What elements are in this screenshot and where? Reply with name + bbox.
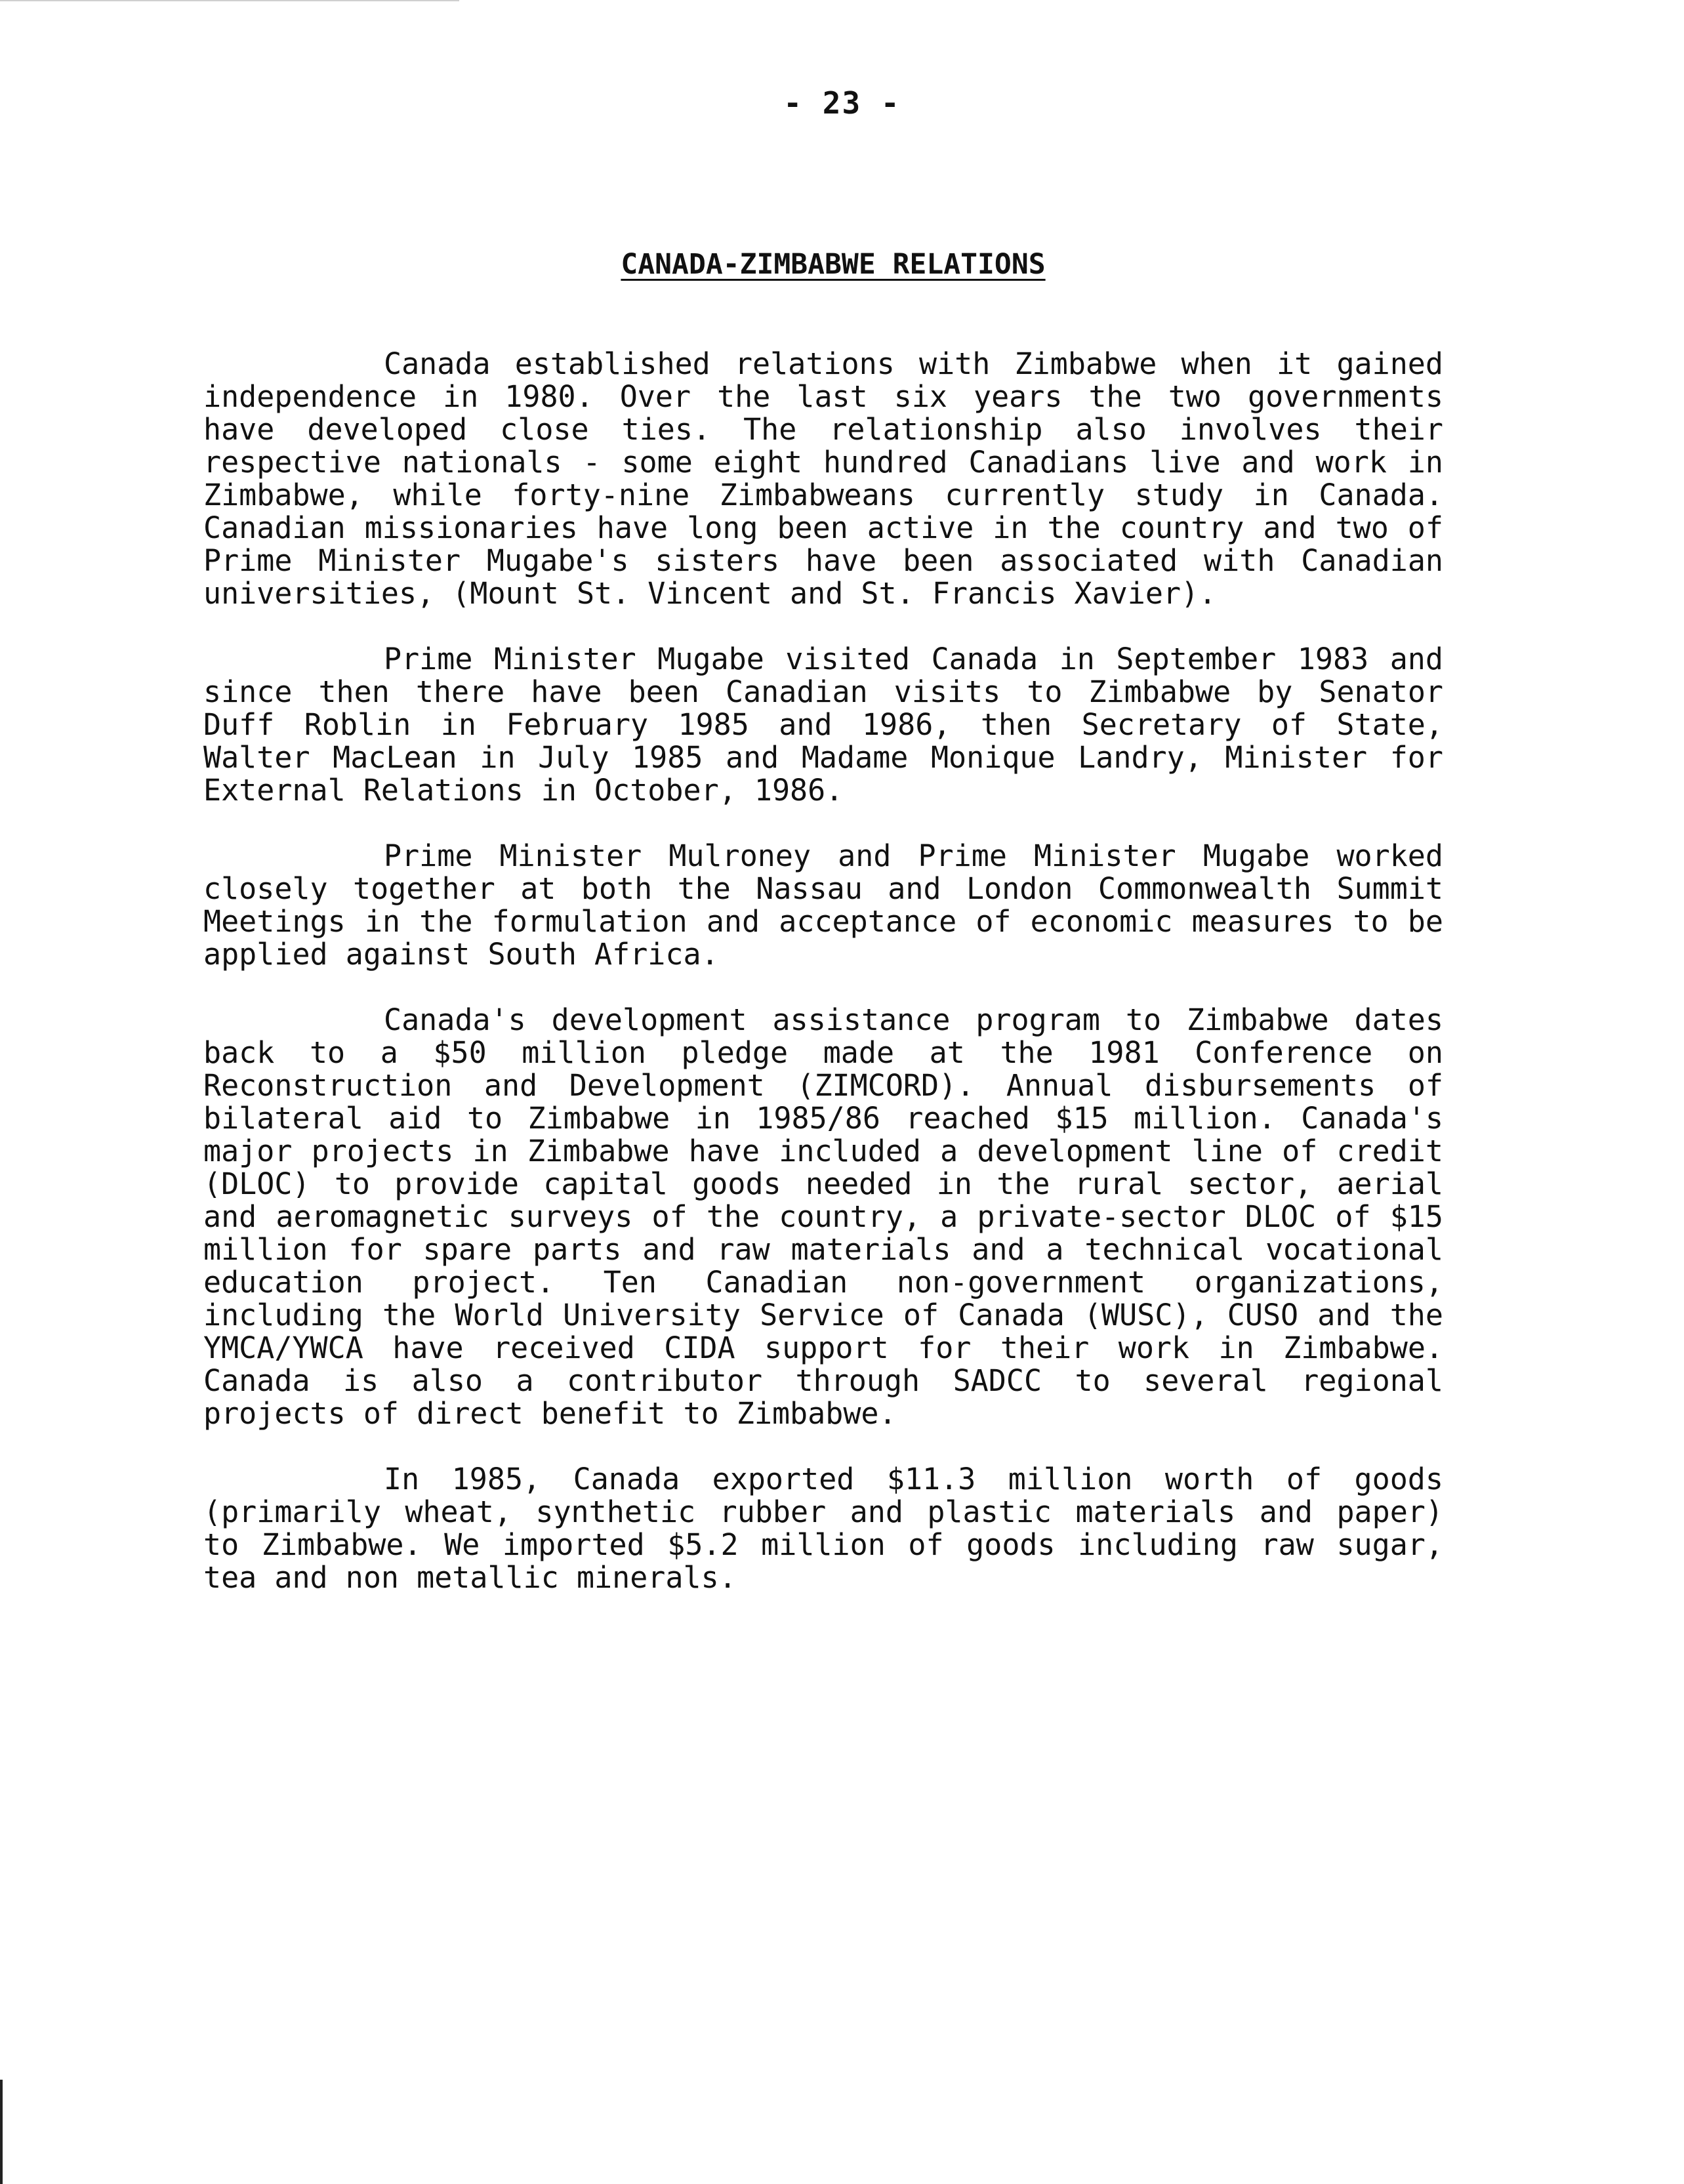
paragraph-commonwealth-cooperation: Prime Minister Mulroney and Prime Minister Mugabe worked closely together at both the Nassau and London Commonwealth Summit Meetings in the formulation and acceptance of economic measures to be applied against South Africa.: [203, 838, 1443, 972]
paragraph-relations-overview: Canada established relations with Zimbabwe when it gained independence in 1980. Over the last six years the two governments have developed close ties. The relationship also involves their respective nationals - some eight hundred Canadians live and work in Zimbabwe, while forty-nine Zimbabweans currently study in Canada. Canadian missionaries have long been active in the country and two of Prime Minister Mugabe's sisters have been associated with Canadian universities, (Mount St. Vincent and St. Francis Xavier).: [203, 346, 1443, 611]
scan-artifact-left-edge: [0, 2080, 3, 2184]
paragraph-development-assistance: Canada's development assistance program to Zimbabwe dates back to a $50 million pledge made at the 1981 Conference on Reconstruction and Development (ZIMCORD). Annual disbursements of bilateral aid to Zimbabwe in 1985/86 reached $15 million. Canada's major projects in Zimbabwe have included a development line of credit (DLOC) to provide capital goods needed in the rural sector, aerial and aeromagnetic surveys of the country, a private-sector DLOC of $15 million for spare parts and raw materials and a technical vocational education project. Ten Canadian non-government organizations, including the World University Service of Canada (WUSC), CUSO and the YMCA/YWCA have received CIDA support for their work in Zimbabwe. Canada is also a contributor through SADCC to several regional projects of direct benefit to Zimbabwe.: [203, 1002, 1443, 1431]
paragraph-official-visits: Prime Minister Mugabe visited Canada in September 1983 and since then there have been Canadian visits to Zimbabwe by Senator Duff Roblin in February 1985 and 1986, then Secretary of State, Walter MacLean in July 1985 and Madame Monique Landry, Minister for External Relations in October, 1986.: [203, 642, 1443, 808]
document-body: [203, 348, 1443, 1627]
page-number: - 23 -: [783, 85, 901, 121]
paragraph-trade: In 1985, Canada exported $11.3 million worth of goods (primarily wheat, synthetic rubber and plastic materials and paper) to Zimbabwe. We imported $5.2 million of goods including raw sugar, tea and non metallic minerals.: [203, 1462, 1443, 1595]
scan-artifact-top-line: [0, 0, 459, 1]
document-title: CANADA-ZIMBABWE RELATIONS: [621, 248, 1046, 281]
